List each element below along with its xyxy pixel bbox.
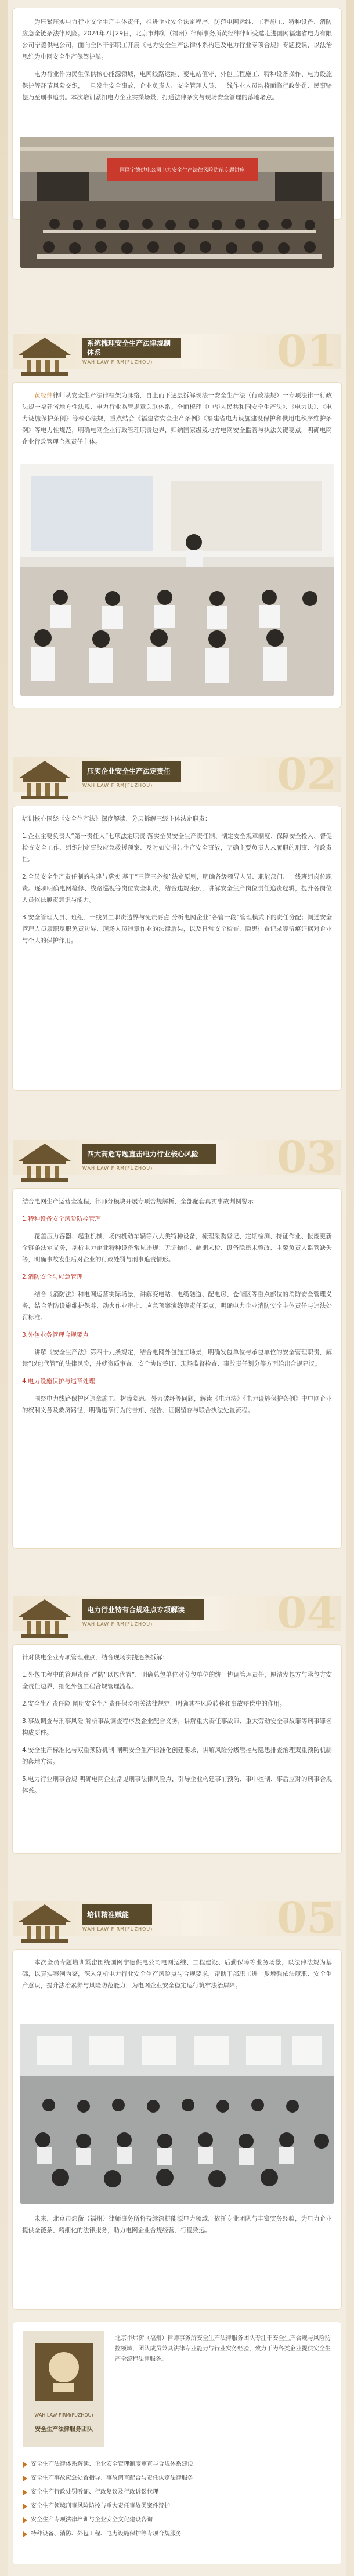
section-4-item-1: 1.外包工程中的管理责任 严防“以包代管”，明确总包单位对分包单位的统一协调管理责任，厘清发包方与承包方安全责任边界，细化外包工程合规管理流程。 [22,1671,332,1690]
arrow-icon [23,2476,27,2481]
speaker-photo [20,464,334,696]
section-4-item-5: 5.电力行业刑事合规 明确电网企业常见刑事法律风险点，引导企业构建事前预防、事中控制、事后应对的刑事合规体系。 [22,1776,332,1794]
section-header-2 [13,748,341,801]
list-item: 安全生产领域刑事风险防控与重大责任事故类案件辩护 [23,2501,331,2512]
section-3-paragraph-2: 结合《消防法》和电网运营实际场景，讲解变电站、电缆隧道、配电房、仓储区等重点部位的消防安全管理义务，结合消防设施维护保养、动火作业审批、应急预案演练等责任要点，明确电力企业消防安全主体责任与违法处罚标准。 [22,1291,332,1321]
team-footer [13,2322,341,2564]
section-3-heading-4: 4.电力设施保护与违章处理 [22,1378,95,1385]
section-text-5 [22,1957,332,1997]
intro-paragraph-2: 电力行业作为民生保供核心能源领域，电网线路运维、变电站值守、外包工程施工、特种设备操作、电力设施保护等环节风险交织，一旦发生安全事故，企业负责人、安全管理人员、一线作业人员均将面临行政处罚、民事赔偿乃至刑事追责。本次培训紧扣电力企业实操场景，打通法律条文与现场安全管理的落地堵点。 [22,71,332,101]
section-subtitle-2: WAH LAW FIRM(FUZHOU) [82,783,153,788]
section-5-paragraph-1: 本次全员专题培训紧密围绕国网宁德供电公司电网运维、工程建设、后勤保障等业务场景，以法律法规为基础，以真实案例为鉴，深入剖析电力行业安全生产风险点与合规要求，帮助干部职工进一步增强依法履职、安全生产意识，提升法治素养与风险防范能力，为电网企业安全稳定运行筑牢法治屏障。 [22,1959,332,1989]
intro-text [22,16,332,109]
section-subtitle-1: WAH LAW FIRM(FUZHOU) [82,360,153,365]
section-number-5: 05 [277,1893,337,1943]
arrow-icon [23,2462,27,2468]
section-subtitle-4: WAH LAW FIRM(FUZHOU) [82,1621,153,1627]
section-title-5: 培训精准赋能 [82,1904,152,1925]
team-intro: 北京市炜衡（福州）律师事务所安全生产法律服务团队专注于安全生产合规与风险防控领域，团队成员兼具法律专业能力与行业实务经验，致力于为各类企业提供安全生产全流程法律服务。 [115,2335,331,2363]
section-title-3: 四大高危专题直击电力行业核心风险 [82,1144,216,1164]
list-item: 安全生产专项法律培训与企业安全文化建设咨询 [23,2515,331,2526]
logo-caption: 安全生产法律服务团队 [35,2426,93,2433]
building-icon [13,325,77,378]
section-3-paragraph-1: 覆盖压力容器、起重机械、场内机动车辆等八大类特种设备，梳理采购登记、定期检测、持证作业、报废更新全链条法定义务，剖析电力企业特种设备常见违规：无证操作、超期未检、设备隐患未整改、主要负责人监管缺失等，明确事故发生后对企业的行政处罚与刑事追责情形。 [22,1233,332,1263]
section-5-paragraph-2: 未来，北京市炜衡（福州）律师事务所将持续深耕能源电力领域，依托专业团队与丰富实务经验，为电力企业提供全链条、精细化的法律服务，助力电网企业合规经营、行稳致远。 [22,2215,332,2234]
list-item: 安全生产法律体系解读、企业安全管理制度审查与合规体系建设 [23,2459,331,2470]
section-number-2: 02 [277,750,337,800]
section-text-1 [22,390,332,453]
section-text-2 [22,813,332,952]
left-border [0,0,8,2576]
section-3-paragraph-4: 围绕电力线路保护区违章施工、树障隐患、外力破坏等问题，解读《电力法》《电力设施保护条例》中电网企业的权利义务及救济路径，明确违章行为的告知、报告、证据留存与联合执法处置流程。 [22,1395,332,1414]
section-3-paragraph-3: 讲解《安全生产法》第四十九条规定，结合电网外包施工场景，明确发包单位与承包单位的安全管理职责，解读“以包代管”的法律风险，并就资质审查、安全协议签订、现场监督检查、事故责任划分等方面给出合规建议。 [22,1349,332,1367]
section-1-paragraph: 律师从安全生产法律框架为脉络，自上而下逐层拆解现法一安全生产法（行政法规）一专项法律一行政法规一福建省地方性法规、电力行业监管规章关联体系。全面梳理《中华人民共和国安全生产法》、《电力法》、《电力设施保护条例》等核心法规，重点结合《福建省安全生产条例》《福建省电力设施建设保护和供用电秩序维护条例》等电力性规范，明确电网企业行政管理职责边界，归纳国家级及地方电网安全监管与执法关键要点，明确电网企业行政管理合规责任主体。 [22,392,333,445]
section-text-4 [22,1652,332,1802]
section-title-1: 系统梳理安全生产法律规制体系 [82,338,181,358]
section-2-intro: 培训核心围绕《安全生产法》深度解读，分层拆解三级主体法定职责： [22,815,211,822]
lecture-banner-text: 国网宁德供电公司电力安全生产法律风险防范专题讲座 [119,168,245,173]
lecture-hall-photo [20,137,334,268]
section-number-4: 04 [277,1588,337,1638]
arrow-icon [23,2517,27,2523]
right-border [346,0,354,2576]
arrow-icon [23,2531,27,2537]
intro-paragraph-1: 为压紧压实电力行业安全生产主体责任，推进企业安全法定程序、防范电网运维、工程施工、特种设备、消防应急全链条法律风险。2024年7月29日，北京市炜衡（福州）律师事务所黄经纬律师受邀走进国网福建省电力有限公司宁德供电公司，面向全体干部职工开展《电力安全生产法律体系构建及电力行业专项合规》专题授课，以法治思维为电网安全生产保驾护航。 [22,19,332,60]
list-item: 特种设备、消防、外包工程、电力设施保护等专项合规服务 [23,2528,331,2540]
firm-logo-icon [23,2331,104,2412]
section-2-item-3: 3.安全管理人员、班组、一线员工职责边界与免责要点 分析电网企业“各管一段”管理模式下的责任分配；阐述安全管理人员履职尽职免责边界、现场人员违章作业的法律后果，以及日常安全检查、隐患排查记录等留痕证据对企业与个人的保护作用。 [22,914,332,944]
service-list [23,2459,331,2542]
section-3-heading-2: 2.消防安全与应急管理 [22,1274,83,1280]
section-header-1 [13,325,341,378]
list-item: 安全生产事故应急处置指导、事故调查配合与责任认定法律服务 [23,2473,331,2484]
arrow-icon [23,2490,27,2495]
team-logo-block [23,2331,104,2447]
section-header-5 [13,1892,341,1945]
section-header-3 [13,1131,341,1184]
audience-photo [20,2024,334,2204]
section-2-item-1: 1.企业主要负责人“第一责任人”七项法定职责 落实全员安全生产责任制、制定安全规章制度、保障安全投入、督促检查安全工作、组织制定事故应急救援预案、及时如实报告生产安全事故，明确主要负责人未履职的刑事、行政责任。 [22,833,332,863]
section-3-heading-3: 3.外包业务管理合规要点 [22,1331,89,1338]
section-subtitle-3: WAH LAW FIRM(FUZHOU) [82,1166,153,1171]
list-item: 安全生产行政处罚听证、行政复议及行政诉讼代理 [23,2487,331,2498]
section-3-intro: 结合电网生产运营全流程，律师分模块开展专项合规解析，全部配套真实事故判例警示： [22,1198,260,1205]
section-subtitle-5: WAH LAW FIRM(FUZHOU) [82,1926,153,1932]
speaker-name: 黄经纬 [34,392,53,399]
section-4-intro: 针对供电企业专项管理难点，结合现场实践逐条拆解： [22,1654,168,1661]
section-text-5b [22,2213,332,2242]
building-icon [13,1892,77,1945]
building-icon [13,1587,77,1640]
logo-text: WAH LAW FIRM(FUZHOU) [34,2412,93,2418]
section-header-4 [13,1587,341,1640]
section-4-item-2: 2.安全生产责任险 阐明安全生产责任保险相关法律规定，明确其在风险转移和事故赔偿中的作用。 [22,1700,286,1707]
section-4-item-3: 3.事故调查与刑事风险 解析事故调查程序及企业配合义务，讲解重大责任事故罪、重大劳动安全事故罪等刑事罪名构成要件。 [22,1718,332,1736]
section-2-item-2: 2.全员安全生产责任制的构建与落实 基于“三管三必须”法定原则，明确各级领导人员、职能部门、一线班组岗位职责。逐项明确电网检修、线路巡视等岗位安全职责，结合违规案例，讲解安全生产岗位责任追责逻辑，提升各岗位人员依法履责意识与能力。 [22,873,332,904]
arrow-icon [23,2504,27,2509]
section-title-4: 电力行业特有合规难点专项解读 [82,1599,204,1620]
section-4-item-4: 4.安全生产标准化与双重预防机制 阐明安全生产标准化创建要求，讲解风险分级管控与隐患排查治理双重预防机制的落地方法。 [22,1747,332,1765]
section-3-heading-1: 1.特种设备安全风险防控管理 [22,1216,102,1222]
building-icon [13,1131,77,1184]
section-text-3 [22,1196,332,1422]
section-number-3: 03 [277,1133,337,1182]
building-icon [13,748,77,801]
section-number-1: 01 [277,326,337,376]
section-title-2: 压实企业安全生产法定责任 [82,761,181,782]
